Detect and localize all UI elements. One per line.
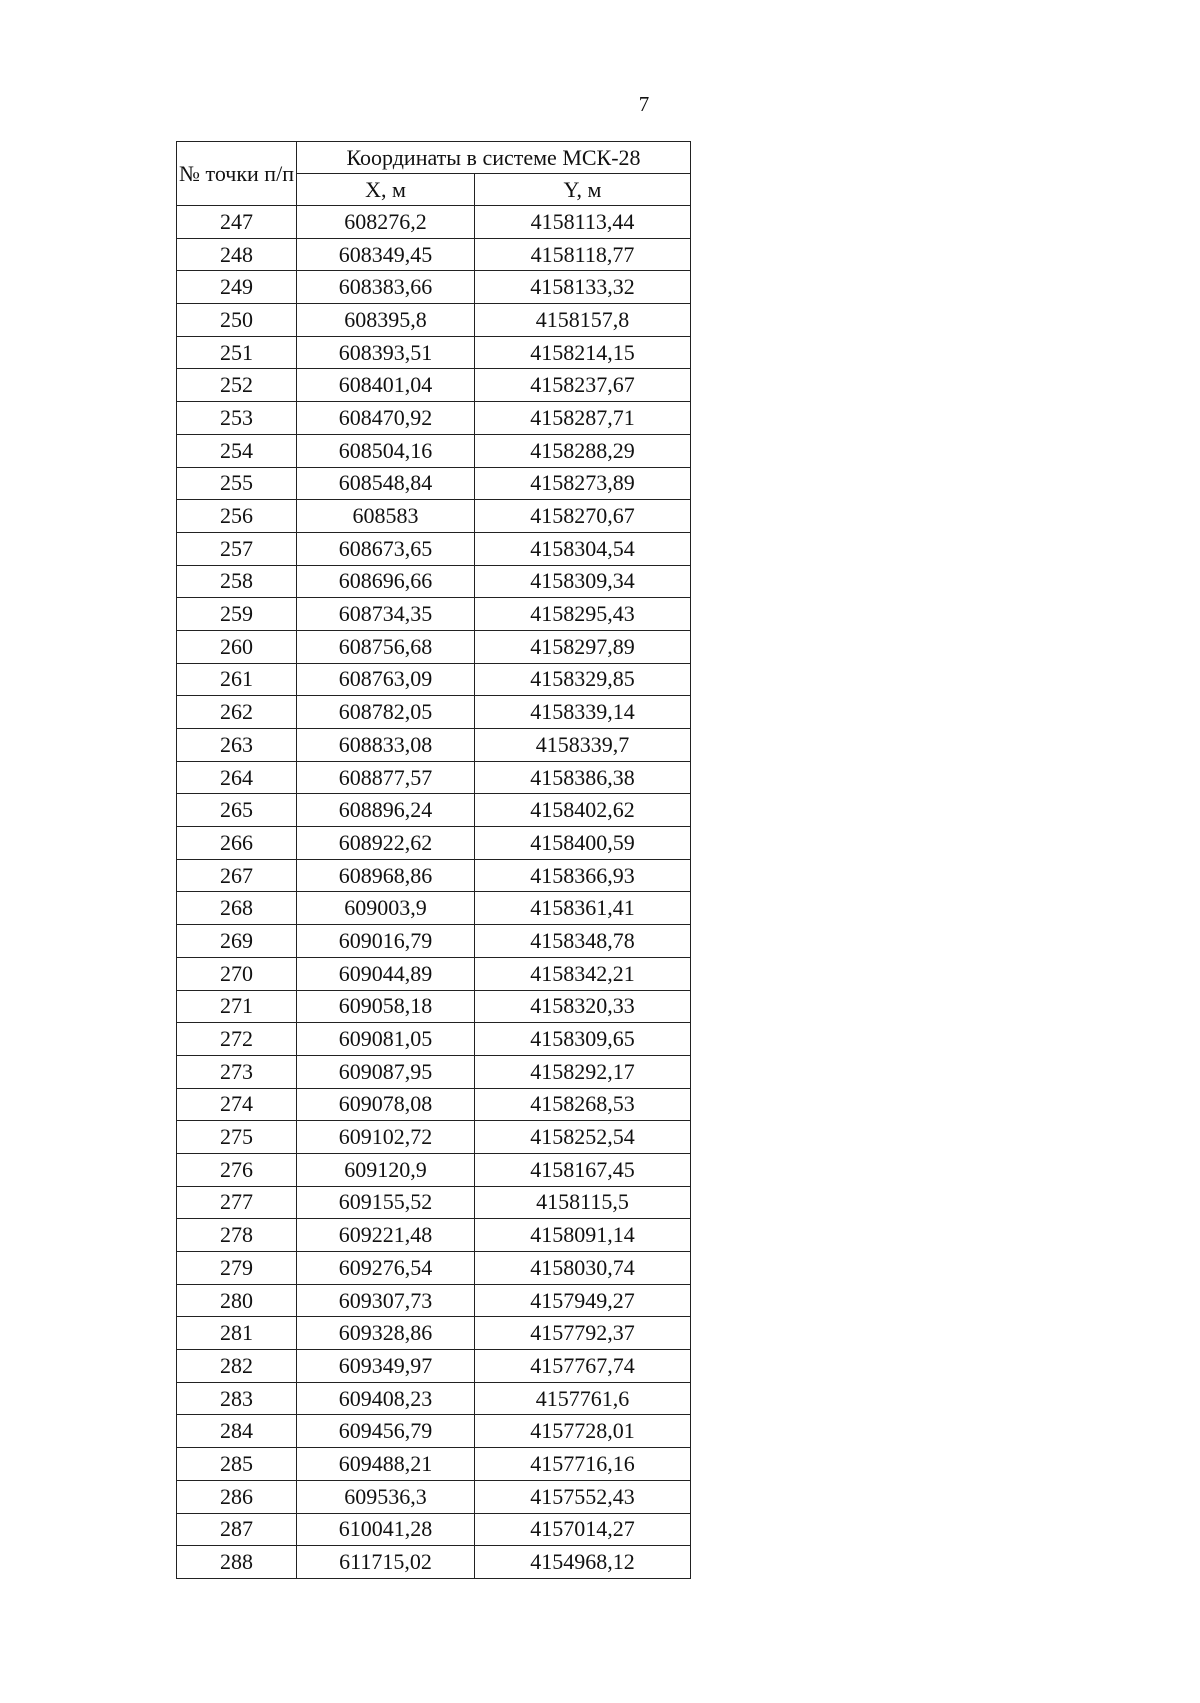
point-number-cell: 276 [177,1153,297,1186]
point-number-header: № точки п/п [177,142,297,206]
point-number-cell: 250 [177,304,297,337]
y-column-header: Y, м [475,174,691,206]
x-coordinate-cell: 608922,62 [297,827,475,860]
y-coordinate-cell: 4158400,59 [475,827,691,860]
point-number-cell: 274 [177,1088,297,1121]
table-row [177,1546,691,1579]
x-coordinate-cell: 610041,28 [297,1513,475,1546]
point-number-cell: 282 [177,1350,297,1383]
y-coordinate-cell: 4158297,89 [475,630,691,663]
y-coordinate-cell: 4158270,67 [475,500,691,533]
y-coordinate-cell: 4158309,65 [475,1023,691,1056]
coordinates-group-header: Координаты в системе МСК-28 [297,142,691,174]
x-coordinate-cell: 608349,45 [297,238,475,271]
y-coordinate-cell: 4158309,34 [475,565,691,598]
table-row [177,1317,691,1350]
x-coordinate-cell: 608548,84 [297,467,475,500]
y-coordinate-cell: 4157552,43 [475,1480,691,1513]
y-coordinate-cell: 4158292,17 [475,1055,691,1088]
point-number-cell: 279 [177,1252,297,1285]
table-row [177,500,691,533]
x-coordinate-cell: 608504,16 [297,434,475,467]
point-number-cell: 261 [177,663,297,696]
x-coordinate-cell: 608383,66 [297,271,475,304]
point-number-cell: 267 [177,859,297,892]
table-row [177,598,691,631]
header-row-top [177,142,691,174]
table-row [177,1513,691,1546]
y-coordinate-cell: 4158348,78 [475,925,691,958]
x-coordinate-cell: 609328,86 [297,1317,475,1350]
x-coordinate-cell: 609016,79 [297,925,475,958]
y-coordinate-cell: 4157792,37 [475,1317,691,1350]
table-row [177,925,691,958]
y-coordinate-cell: 4158133,32 [475,271,691,304]
point-number-cell: 247 [177,206,297,239]
point-number-cell: 262 [177,696,297,729]
y-coordinate-cell: 4158287,71 [475,402,691,435]
point-number-cell: 254 [177,434,297,467]
y-coordinate-cell: 4158342,21 [475,957,691,990]
point-number-cell: 251 [177,336,297,369]
table-row [177,271,691,304]
x-coordinate-cell: 608401,04 [297,369,475,402]
point-number-cell: 248 [177,238,297,271]
x-coordinate-cell: 608696,66 [297,565,475,598]
x-coordinate-cell: 608276,2 [297,206,475,239]
table-row [177,1088,691,1121]
x-coordinate-cell: 609058,18 [297,990,475,1023]
point-number-cell: 271 [177,990,297,1023]
table-row [177,892,691,925]
point-number-cell: 249 [177,271,297,304]
y-coordinate-cell: 4158214,15 [475,336,691,369]
table-row [177,1350,691,1383]
table-row [177,794,691,827]
table-row [177,1055,691,1088]
x-coordinate-cell: 611715,02 [297,1546,475,1579]
x-coordinate-cell: 609456,79 [297,1415,475,1448]
table-row [177,1121,691,1154]
coordinates-table [176,141,691,1579]
table-row [177,402,691,435]
table-row [177,696,691,729]
table-row [177,1480,691,1513]
y-coordinate-cell: 4158304,54 [475,532,691,565]
y-coordinate-cell: 4157728,01 [475,1415,691,1448]
table-row [177,532,691,565]
table-row [177,1153,691,1186]
point-number-cell: 275 [177,1121,297,1154]
y-coordinate-cell: 4158118,77 [475,238,691,271]
point-number-cell: 286 [177,1480,297,1513]
y-coordinate-cell: 4158339,14 [475,696,691,729]
x-coordinate-cell: 609408,23 [297,1382,475,1415]
table-row [177,1023,691,1056]
x-coordinate-cell: 608968,86 [297,859,475,892]
y-coordinate-cell: 4158252,54 [475,1121,691,1154]
table-row [177,434,691,467]
point-number-cell: 278 [177,1219,297,1252]
point-number-cell: 263 [177,729,297,762]
point-number-cell: 265 [177,794,297,827]
table-row [177,1284,691,1317]
point-number-cell: 270 [177,957,297,990]
table-row [177,990,691,1023]
x-coordinate-cell: 609155,52 [297,1186,475,1219]
y-coordinate-cell: 4158295,43 [475,598,691,631]
point-number-cell: 280 [177,1284,297,1317]
table-row [177,957,691,990]
point-number-cell: 288 [177,1546,297,1579]
table-row [177,304,691,337]
x-coordinate-cell: 609221,48 [297,1219,475,1252]
y-coordinate-cell: 4157761,6 [475,1382,691,1415]
point-number-cell: 256 [177,500,297,533]
point-number-cell: 258 [177,565,297,598]
x-coordinate-cell: 609307,73 [297,1284,475,1317]
table-row [177,1252,691,1285]
x-coordinate-cell: 609081,05 [297,1023,475,1056]
x-coordinate-cell: 608763,09 [297,663,475,696]
table-row [177,369,691,402]
y-coordinate-cell: 4154968,12 [475,1546,691,1579]
y-coordinate-cell: 4158320,33 [475,990,691,1023]
x-coordinate-cell: 609087,95 [297,1055,475,1088]
table-row [177,1186,691,1219]
point-number-cell: 260 [177,630,297,663]
y-coordinate-cell: 4158339,7 [475,729,691,762]
table-row [177,1448,691,1481]
table-row [177,1219,691,1252]
table-row [177,467,691,500]
point-number-cell: 284 [177,1415,297,1448]
table-row [177,565,691,598]
point-number-cell: 268 [177,892,297,925]
table-row [177,206,691,239]
y-coordinate-cell: 4157949,27 [475,1284,691,1317]
x-coordinate-cell: 609102,72 [297,1121,475,1154]
y-coordinate-cell: 4158268,53 [475,1088,691,1121]
x-coordinate-cell: 608673,65 [297,532,475,565]
table-row [177,663,691,696]
x-coordinate-cell: 608470,92 [297,402,475,435]
y-coordinate-cell: 4158361,41 [475,892,691,925]
x-coordinate-cell: 608833,08 [297,729,475,762]
point-number-cell: 269 [177,925,297,958]
point-number-cell: 287 [177,1513,297,1546]
y-coordinate-cell: 4158237,67 [475,369,691,402]
y-coordinate-cell: 4158273,89 [475,467,691,500]
y-coordinate-cell: 4158329,85 [475,663,691,696]
x-coordinate-cell: 608756,68 [297,630,475,663]
table-row [177,336,691,369]
page-number: 7 [638,92,650,116]
y-coordinate-cell: 4158113,44 [475,206,691,239]
table-row [177,1415,691,1448]
point-number-cell: 285 [177,1448,297,1481]
point-number-cell: 253 [177,402,297,435]
x-coordinate-cell: 608395,8 [297,304,475,337]
table-row [177,827,691,860]
x-column-header: X, м [297,174,475,206]
x-coordinate-cell: 609349,97 [297,1350,475,1383]
x-coordinate-cell: 608393,51 [297,336,475,369]
point-number-cell: 281 [177,1317,297,1350]
y-coordinate-cell: 4157716,16 [475,1448,691,1481]
x-coordinate-cell: 609078,08 [297,1088,475,1121]
point-number-cell: 264 [177,761,297,794]
y-coordinate-cell: 4157767,74 [475,1350,691,1383]
table-row [177,761,691,794]
y-coordinate-cell: 4158288,29 [475,434,691,467]
x-coordinate-cell: 609044,89 [297,957,475,990]
x-coordinate-cell: 609120,9 [297,1153,475,1186]
point-number-cell: 283 [177,1382,297,1415]
table-row [177,729,691,762]
point-number-cell: 259 [177,598,297,631]
y-coordinate-cell: 4158402,62 [475,794,691,827]
y-coordinate-cell: 4158091,14 [475,1219,691,1252]
table-header [177,142,691,206]
point-number-cell: 277 [177,1186,297,1219]
y-coordinate-cell: 4158115,5 [475,1186,691,1219]
x-coordinate-cell: 609003,9 [297,892,475,925]
table-row [177,859,691,892]
point-number-cell: 252 [177,369,297,402]
x-coordinate-cell: 609276,54 [297,1252,475,1285]
point-number-cell: 255 [177,467,297,500]
y-coordinate-cell: 4158366,93 [475,859,691,892]
y-coordinate-cell: 4158386,38 [475,761,691,794]
x-coordinate-cell: 608734,35 [297,598,475,631]
x-coordinate-cell: 608896,24 [297,794,475,827]
x-coordinate-cell: 608782,05 [297,696,475,729]
y-coordinate-cell: 4158157,8 [475,304,691,337]
point-number-cell: 266 [177,827,297,860]
point-number-cell: 273 [177,1055,297,1088]
table-body [177,206,691,1579]
table-row [177,238,691,271]
x-coordinate-cell: 609488,21 [297,1448,475,1481]
x-coordinate-cell: 608877,57 [297,761,475,794]
table-row [177,630,691,663]
y-coordinate-cell: 4158030,74 [475,1252,691,1285]
y-coordinate-cell: 4157014,27 [475,1513,691,1546]
table-row [177,1382,691,1415]
point-number-cell: 272 [177,1023,297,1056]
x-coordinate-cell: 608583 [297,500,475,533]
x-coordinate-cell: 609536,3 [297,1480,475,1513]
y-coordinate-cell: 4158167,45 [475,1153,691,1186]
point-number-cell: 257 [177,532,297,565]
